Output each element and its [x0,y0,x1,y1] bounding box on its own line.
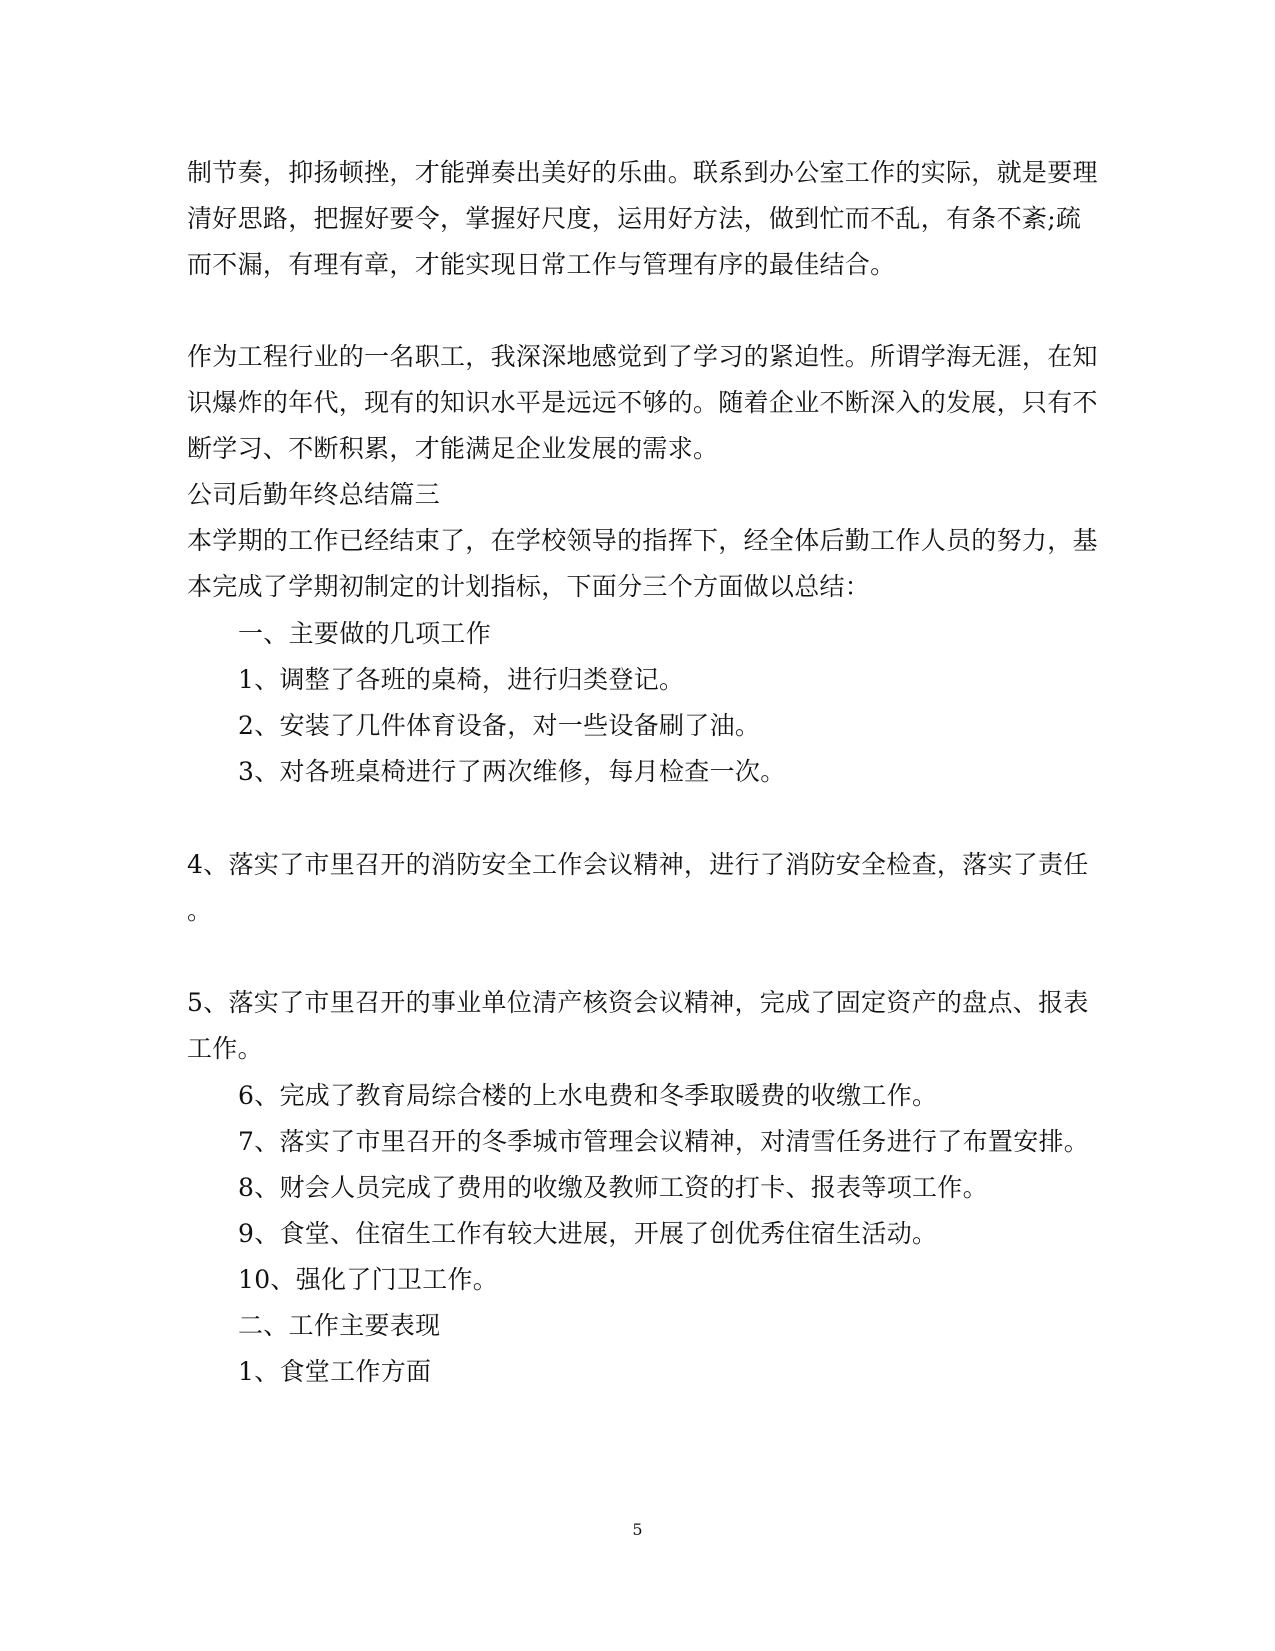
paragraph-line: 而不漏，有理有章，才能实现日常工作与管理有序的最佳结合。 [187,250,896,279]
page-number: 5 [632,1520,643,1539]
list-item: 2、安装了几件体育设备，对一些设备刷了油。 [238,711,761,740]
paragraph-line: 本完成了学期初制定的计划指标，下面分三个方面做以总结： [187,572,871,601]
paragraph-line: 制节奏，抑扬顿挫，才能弹奏出美好的乐曲。联系到办公室工作的实际，就是要理 [187,158,1098,187]
list-item: 10、强化了门卫工作。 [238,1265,499,1294]
list-item: 1、调整了各班的桌椅，进行归类登记。 [238,665,685,694]
paragraph-line: 识爆炸的年代，现有的知识水平是远远不够的。随着企业不断深入的发展，只有不 [187,388,1098,417]
paragraph-line: 断学习、不断积累，才能满足企业发展的需求。 [187,434,719,463]
section-heading: 公司后勤年终总结篇三 [187,480,441,509]
list-item: 1、食堂工作方面 [238,1357,432,1386]
list-item: 5、落实了市里召开的事业单位清产核资会议精神，完成了固定资产的盘点、报表 [187,988,1089,1017]
list-item: 7、落实了市里召开的冬季城市管理会议精神，对清雪任务进行了布置安排。 [238,1127,1090,1156]
paragraph-line: 作为工程行业的一名职工，我深深地感觉到了学习的紧迫性。所谓学海无涯，在知 [187,342,1098,371]
list-item: 6、完成了教育局综合楼的上水电费和冬季取暖费的收缴工作。 [238,1081,938,1110]
subsection-heading: 二、工作主要表现 [238,1311,441,1340]
paragraph-line: 清好思路，把握好要令，掌握好尺度，运用好方法，做到忙而不乱，有条不紊;疏 [187,204,1082,233]
list-item: 8、财会人员完成了费用的收缴及教师工资的打卡、报表等项工作。 [238,1173,988,1202]
list-item-continuation: 工作。 [187,1034,263,1063]
list-item-continuation: 。 [187,896,213,925]
subsection-heading: 一、主要做的几项工作 [238,619,492,648]
paragraph-line: 本学期的工作已经结束了，在学校领导的指挥下，经全体后勤工作人员的努力，基 [187,526,1098,555]
list-item: 4、落实了市里召开的消防安全工作会议精神，进行了消防安全检查，落实了责任 [187,850,1089,879]
list-item: 3、对各班桌椅进行了两次维修，每月检查一次。 [238,757,786,786]
list-item: 9、食堂、住宿生工作有较大进展，开展了创优秀住宿生活动。 [238,1219,938,1248]
